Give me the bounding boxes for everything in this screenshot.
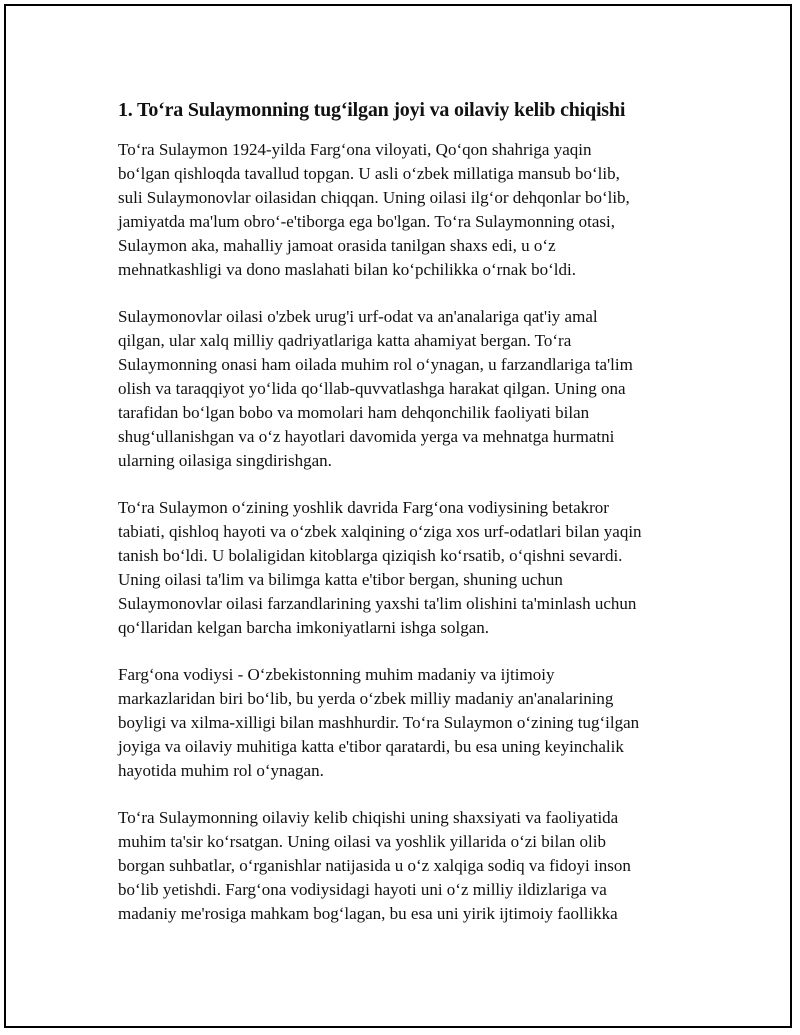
section-heading: 1. To‘ra Sulaymonning tug‘ilgan joyi va oilaviy kelib chiqishi (118, 99, 626, 121)
paragraph-line: tanish bo‘ldi. U bolaligidan kitoblarga qiziqish ko‘rsatib, o‘qishni sevardi. (118, 546, 623, 565)
paragraph (118, 138, 698, 282)
paragraph-line: Sulaymon aka, mahalliy jamoat orasida tanilgan shaxs edi, u o‘z (118, 236, 556, 255)
paragraph-line: hayotida muhim rol o‘ynagan. (118, 761, 324, 780)
paragraph-line: Farg‘ona vodiysi - O‘zbekistonning muhim madaniy va ijtimoiy (118, 665, 555, 684)
paragraph-line: joyiga va oilaviy muhitiga katta e'tibor qaratardi, bu esa uning keyinchalik (118, 737, 624, 756)
paragraph-line: qo‘llaridan kelgan barcha imkoniyatlarni ishga solgan. (118, 618, 490, 637)
paragraph-line: Sulaymonovlar oilasi farzandlarining yaxshi ta'lim olishini ta'minlash uchun (118, 594, 637, 613)
paragraph-line: To‘ra Sulaymon o‘zining yoshlik davrida Farg‘ona vodiysining betakror (118, 498, 609, 517)
paragraph-line: jamiyatda ma'lum obro‘-e'tiborga ega bo'lgan. To‘ra Sulaymonning otasi, (118, 212, 615, 231)
paragraph-line: mehnatkashligi va dono maslahati bilan ko‘pchilikka o‘rnak bo‘ldi. (118, 260, 576, 279)
paragraph-line: Sulaymonning onasi ham oilada muhim rol o‘ynagan, u farzandlariga ta'lim (118, 355, 633, 374)
paragraph-line: shug‘ullanishgan va o‘z hayotlari davomida yerga va mehnatga hurmatni (118, 427, 615, 446)
paragraph-line: bo‘lgan qishloqda tavallud topgan. U asli o‘zbek millatiga mansub bo‘lib, (118, 164, 620, 183)
paragraph-line: borgan suhbatlar, o‘rganishlar natijasida u o‘z xalqiga sodiq va fidoyi inson (118, 856, 631, 875)
document-page (4, 4, 792, 1028)
paragraph-line: tabiati, qishloq hayoti va o‘zbek xalqining o‘ziga xos urf-odatlari bilan yaqin (118, 522, 642, 541)
paragraph-line: bo‘lib yetishdi. Farg‘ona vodiysidagi hayoti uni o‘z milliy ildizlariga va (118, 880, 607, 899)
paragraph (118, 663, 698, 783)
document-content (118, 98, 698, 949)
paragraph-line: boyligi va xilma-xilligi bilan mashhurdir. To‘ra Sulaymon o‘zining tug‘ilgan (118, 713, 640, 732)
paragraph-line: olish va taraqqiyot yo‘lida qo‘llab-quvvatlashga harakat qilgan. Uning ona (118, 379, 626, 398)
paragraph-line: suli Sulaymonovlar oilasidan chiqqan. Uning oilasi ilg‘or dehqonlar bo‘lib, (118, 188, 630, 207)
paragraph-line: Sulaymonovlar oilasi o'zbek urug'i urf-odat va an'analariga qat'iy amal (118, 307, 598, 326)
paragraph-line: ularning oilasiga singdirishgan. (118, 451, 332, 470)
paragraph-list (118, 138, 698, 926)
paragraph-line: markazlaridan biri bo‘lib, bu yerda o‘zbek milliy madaniy an'analarining (118, 689, 614, 708)
paragraph (118, 496, 698, 640)
paragraph-line: muhim ta'sir ko‘rsatgan. Uning oilasi va yoshlik yillarida o‘zi bilan olib (118, 832, 606, 851)
paragraph-line: madaniy me'rosiga mahkam bog‘lagan, bu esa uni yirik ijtimoiy faollikka (118, 904, 618, 923)
paragraph (118, 305, 698, 473)
paragraph-line: To‘ra Sulaymon 1924-yilda Farg‘ona viloyati, Qo‘qon shahriga yaqin (118, 140, 592, 159)
paragraph-line: Uning oilasi ta'lim va bilimga katta e'tibor bergan, shuning uchun (118, 570, 563, 589)
paragraph-line: To‘ra Sulaymonning oilaviy kelib chiqishi uning shaxsiyati va faoliyatida (118, 808, 619, 827)
paragraph-line: tarafidan bo‘lgan bobo va momolari ham dehqonchilik faoliyati bilan (118, 403, 590, 422)
paragraph-line: qilgan, ular xalq milliy qadriyatlariga katta ahamiyat bergan. To‘ra (118, 331, 572, 350)
paragraph (118, 806, 698, 926)
